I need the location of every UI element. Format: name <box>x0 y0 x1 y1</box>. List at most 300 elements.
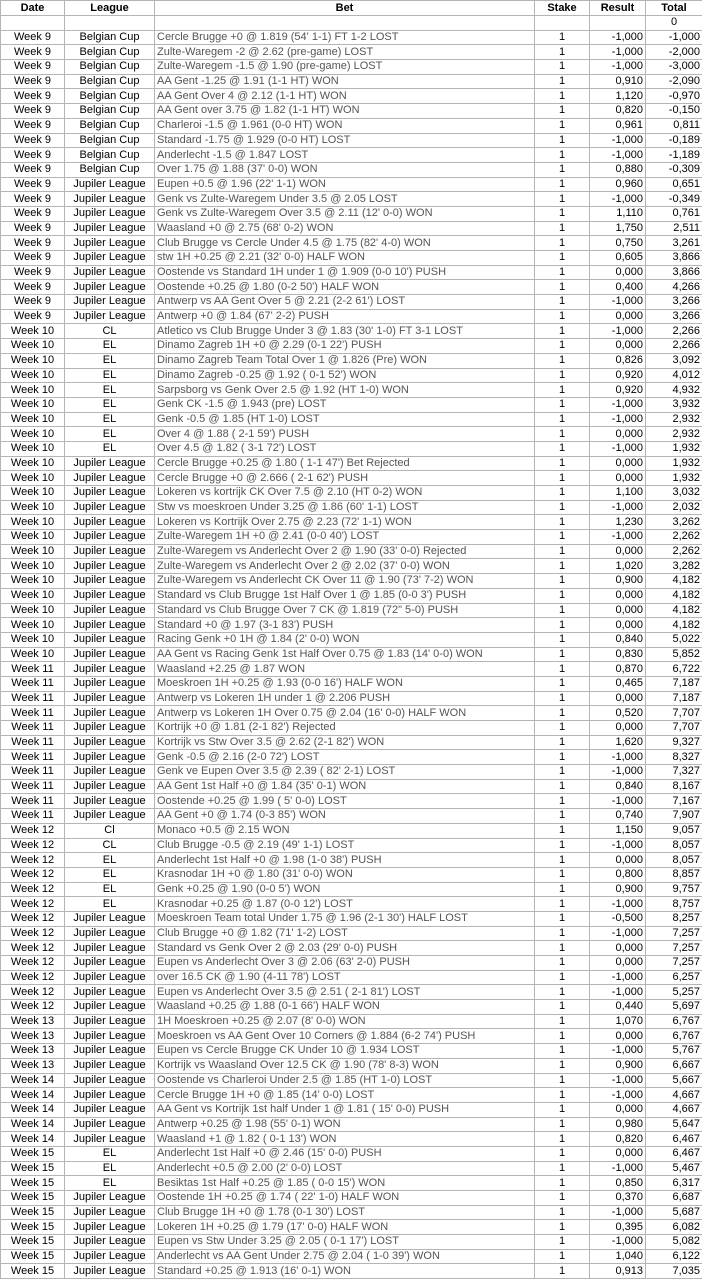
league-cell: Jupiler League <box>65 544 155 559</box>
date-cell: Week 15 <box>1 1146 65 1161</box>
date-cell: Week 10 <box>1 368 65 383</box>
date-cell: Week 15 <box>1 1264 65 1279</box>
league-cell: Jupiler League <box>65 309 155 324</box>
total-cell: 5,257 <box>646 985 702 1000</box>
total-cell: 5,697 <box>646 1000 702 1015</box>
league-cell: Belgian Cup <box>65 30 155 45</box>
league-cell: Jupiler League <box>65 559 155 574</box>
result-cell: -1,000 <box>590 295 646 310</box>
result-cell: -1,000 <box>590 133 646 148</box>
result-cell: 0,000 <box>590 456 646 471</box>
result-cell: -1,000 <box>590 30 646 45</box>
result-cell: -1,000 <box>590 192 646 207</box>
date-cell: Week 9 <box>1 206 65 221</box>
result-cell: -1,000 <box>590 397 646 412</box>
result-cell: 0,000 <box>590 427 646 442</box>
result-cell: 0,000 <box>590 588 646 603</box>
result-cell: 0,740 <box>590 809 646 824</box>
date-cell: Week 15 <box>1 1176 65 1191</box>
league-cell: Jupiler League <box>65 1132 155 1147</box>
stake-cell: 1 <box>535 779 590 794</box>
stake-cell: 1 <box>535 750 590 765</box>
stake-cell: 1 <box>535 1235 590 1250</box>
table-row <box>1 853 702 868</box>
date-cell: Week 9 <box>1 45 65 60</box>
initial-total: 0 <box>646 16 702 31</box>
bet-cell: Eupen vs Cercle Brugge CK Under 10 @ 1.934 LOST <box>155 1044 535 1059</box>
league-cell: Jupiler League <box>65 956 155 971</box>
table-row <box>1 236 702 251</box>
total-cell: 7,707 <box>646 721 702 736</box>
stake-cell: 1 <box>535 515 590 530</box>
result-cell: 0,800 <box>590 867 646 882</box>
result-cell: 0,605 <box>590 251 646 266</box>
table-row <box>1 559 702 574</box>
stake-cell: 1 <box>535 676 590 691</box>
stake-cell: 1 <box>535 588 590 603</box>
table-row <box>1 911 702 926</box>
result-cell: -1,000 <box>590 441 646 456</box>
date-cell: Week 9 <box>1 30 65 45</box>
table-row <box>1 206 702 221</box>
date-cell: Week 15 <box>1 1161 65 1176</box>
result-cell: 1,070 <box>590 1014 646 1029</box>
total-cell: 7,907 <box>646 809 702 824</box>
bet-cell: Cercle Brugge +0.25 @ 1.80 ( 1-1 47') Bet Rejected <box>155 456 535 471</box>
table-row <box>1 1014 702 1029</box>
date-cell: Week 12 <box>1 985 65 1000</box>
bet-cell: AA Gent Over 4 @ 2.12 (1-1 HT) WON <box>155 89 535 104</box>
bet-cell: Zulte-Waregem vs Anderlecht Over 2 @ 2.02 (37' 0-0) WON <box>155 559 535 574</box>
league-cell: Jupiler League <box>65 721 155 736</box>
total-cell: 6,122 <box>646 1249 702 1264</box>
stake-cell: 1 <box>535 162 590 177</box>
league-cell: Jupiler League <box>65 603 155 618</box>
stake-cell: 1 <box>535 1044 590 1059</box>
stake-cell: 1 <box>535 30 590 45</box>
bet-cell: 1H Moeskroen +0.25 @ 2.07 (8' 0-0) WON <box>155 1014 535 1029</box>
result-cell: 0,900 <box>590 882 646 897</box>
league-cell: Jupiler League <box>65 1014 155 1029</box>
stake-cell: 1 <box>535 500 590 515</box>
bet-cell: Anderlecht +0.5 @ 2.00 (2' 0-0) LOST <box>155 1161 535 1176</box>
table-row <box>1 662 702 677</box>
result-cell: -1,000 <box>590 970 646 985</box>
result-cell: 0,870 <box>590 662 646 677</box>
bet-cell: Oostende vs Standard 1H under 1 @ 1.909 (0-0 10') PUSH <box>155 265 535 280</box>
table-row <box>1 177 702 192</box>
result-cell: 0,920 <box>590 368 646 383</box>
total-cell: 4,182 <box>646 618 702 633</box>
league-cell: Jupiler League <box>65 1191 155 1206</box>
bet-cell: Anderlecht vs AA Gent Under 2.75 @ 2.04 ( 1-0 39') WON <box>155 1249 535 1264</box>
table-row <box>1 882 702 897</box>
table-row <box>1 765 702 780</box>
total-cell: 9,057 <box>646 823 702 838</box>
league-cell: Belgian Cup <box>65 45 155 60</box>
table-row <box>1 471 702 486</box>
bet-cell: Waasland +2.25 @ 1.87 WON <box>155 662 535 677</box>
date-cell: Week 12 <box>1 941 65 956</box>
stake-cell: 1 <box>535 1132 590 1147</box>
total-cell: 3,261 <box>646 236 702 251</box>
date-cell: Week 9 <box>1 60 65 75</box>
table-row <box>1 427 702 442</box>
league-cell: Jupiler League <box>65 647 155 662</box>
table-row <box>1 89 702 104</box>
table-row <box>1 397 702 412</box>
result-cell: 0,826 <box>590 353 646 368</box>
result-cell: -1,000 <box>590 1088 646 1103</box>
table-row <box>1 691 702 706</box>
table-row <box>1 1264 702 1279</box>
league-cell: Jupiler League <box>65 471 155 486</box>
bet-cell: Anderlecht 1st Half +0 @ 2.46 (15' 0-0) PUSH <box>155 1146 535 1161</box>
result-cell: 0,980 <box>590 1117 646 1132</box>
table-row <box>1 118 702 133</box>
stake-cell: 1 <box>535 265 590 280</box>
date-cell: Week 9 <box>1 148 65 163</box>
total-cell: 6,767 <box>646 1014 702 1029</box>
table-row <box>1 309 702 324</box>
league-cell: EL <box>65 897 155 912</box>
table-row <box>1 441 702 456</box>
bet-cell: Cercle Brugge +0 @ 1.819 (54' 1-1) FT 1-2 LOST <box>155 30 535 45</box>
date-cell: Week 15 <box>1 1249 65 1264</box>
league-cell: Jupiler League <box>65 970 155 985</box>
table-row <box>1 486 702 501</box>
table-row <box>1 339 702 354</box>
league-cell: EL <box>65 1146 155 1161</box>
bet-cell: Standard vs Club Brugge Over 7 CK @ 1.819 (72" 5-0) PUSH <box>155 603 535 618</box>
stake-cell: 1 <box>535 985 590 1000</box>
total-cell: 7,167 <box>646 794 702 809</box>
result-cell: -1,000 <box>590 1044 646 1059</box>
total-cell: -0,150 <box>646 104 702 119</box>
table-row <box>1 500 702 515</box>
result-cell: 0,000 <box>590 603 646 618</box>
date-cell: Week 11 <box>1 735 65 750</box>
date-cell: Week 12 <box>1 823 65 838</box>
result-cell: 0,750 <box>590 236 646 251</box>
stake-cell: 1 <box>535 74 590 89</box>
bet-cell: Charleroi -1.5 @ 1.961 (0-0 HT) WON <box>155 118 535 133</box>
date-cell: Week 10 <box>1 618 65 633</box>
league-cell: Jupiler League <box>65 265 155 280</box>
result-cell: 0,880 <box>590 162 646 177</box>
total-cell: -0,189 <box>646 133 702 148</box>
bet-cell: Standard vs Genk Over 2 @ 2.03 (29' 0-0) PUSH <box>155 941 535 956</box>
league-cell: Jupiler League <box>65 192 155 207</box>
date-cell: Week 10 <box>1 530 65 545</box>
date-cell: Week 11 <box>1 765 65 780</box>
total-cell: -0,309 <box>646 162 702 177</box>
bet-cell: Stw vs moeskroen Under 3.25 @ 1.86 (60' 1-1) LOST <box>155 500 535 515</box>
league-cell: EL <box>65 1161 155 1176</box>
date-cell: Week 10 <box>1 588 65 603</box>
total-cell: 6,317 <box>646 1176 702 1191</box>
result-cell: 0,000 <box>590 618 646 633</box>
date-cell: Week 9 <box>1 295 65 310</box>
total-cell: 3,866 <box>646 265 702 280</box>
table-row <box>1 353 702 368</box>
result-cell: 0,900 <box>590 1058 646 1073</box>
stake-cell: 1 <box>535 1264 590 1279</box>
league-cell: Jupiler League <box>65 456 155 471</box>
table-row <box>1 1176 702 1191</box>
result-cell: -1,000 <box>590 60 646 75</box>
league-cell: Jupiler League <box>65 515 155 530</box>
date-cell: Week 10 <box>1 427 65 442</box>
league-cell: Jupiler League <box>65 1058 155 1073</box>
total-cell: 7,327 <box>646 765 702 780</box>
date-cell: Week 14 <box>1 1088 65 1103</box>
col-header-stake: Stake <box>535 1 590 16</box>
league-cell: Jupiler League <box>65 1205 155 1220</box>
total-cell: 3,266 <box>646 309 702 324</box>
bet-cell: Antwerp vs Lokeren 1H under 1 @ 2.206 PUSH <box>155 691 535 706</box>
date-cell: Week 10 <box>1 456 65 471</box>
table-row <box>1 676 702 691</box>
total-cell: 2,262 <box>646 544 702 559</box>
result-cell: 0,000 <box>590 691 646 706</box>
stake-cell: 1 <box>535 1205 590 1220</box>
table-row <box>1 30 702 45</box>
league-cell: CL <box>65 838 155 853</box>
table-row <box>1 618 702 633</box>
table-row <box>1 970 702 985</box>
bet-cell: Eupen vs Anderlecht Over 3 @ 2.06 (63' 2-0) PUSH <box>155 956 535 971</box>
date-cell: Week 9 <box>1 251 65 266</box>
stake-cell: 1 <box>535 926 590 941</box>
stake-cell: 1 <box>535 823 590 838</box>
table-row <box>1 1146 702 1161</box>
date-cell: Week 12 <box>1 911 65 926</box>
league-cell: Jupiler League <box>65 926 155 941</box>
stake-cell: 1 <box>535 559 590 574</box>
league-cell: Jupiler League <box>65 911 155 926</box>
date-cell: Week 12 <box>1 882 65 897</box>
stake-cell: 1 <box>535 647 590 662</box>
total-cell: 7,257 <box>646 956 702 971</box>
stake-cell: 1 <box>535 133 590 148</box>
league-cell: Belgian Cup <box>65 162 155 177</box>
date-cell: Week 15 <box>1 1235 65 1250</box>
result-cell: -1,000 <box>590 897 646 912</box>
total-cell: 7,707 <box>646 706 702 721</box>
league-cell: Jupiler League <box>65 1044 155 1059</box>
total-cell: 3,866 <box>646 251 702 266</box>
bet-cell: AA Gent over 3.75 @ 1.82 (1-1 HT) WON <box>155 104 535 119</box>
result-cell: 0,000 <box>590 1146 646 1161</box>
table-row <box>1 74 702 89</box>
bet-cell: Standard +0.25 @ 1.913 (16' 0-1) WON <box>155 1264 535 1279</box>
result-cell: 0,820 <box>590 104 646 119</box>
bet-cell: Sarpsborg vs Genk Over 2.5 @ 1.92 (HT 1-0) WON <box>155 383 535 398</box>
total-cell: 1,932 <box>646 471 702 486</box>
table-row <box>1 1058 702 1073</box>
header-row <box>1 1 702 16</box>
table-row <box>1 45 702 60</box>
stake-cell: 1 <box>535 1029 590 1044</box>
total-cell: 9,327 <box>646 735 702 750</box>
bet-cell: Antwerp vs AA Gent Over 5 @ 2.21 (2-2 61') LOST <box>155 295 535 310</box>
league-cell: Jupiler League <box>65 236 155 251</box>
table-row <box>1 295 702 310</box>
total-cell: 5,022 <box>646 632 702 647</box>
total-cell: 6,687 <box>646 1191 702 1206</box>
date-cell: Week 11 <box>1 779 65 794</box>
total-cell: 1,932 <box>646 441 702 456</box>
total-cell: 6,467 <box>646 1132 702 1147</box>
date-cell: Week 12 <box>1 897 65 912</box>
total-cell: -0,970 <box>646 89 702 104</box>
stake-cell: 1 <box>535 1220 590 1235</box>
initial-row <box>1 16 702 31</box>
bet-cell: Krasnodar 1H +0 @ 1.80 (31' 0-0) WON <box>155 867 535 882</box>
result-cell: -1,000 <box>590 794 646 809</box>
col-header-league: League <box>65 1 155 16</box>
table-row <box>1 192 702 207</box>
date-cell: Week 15 <box>1 1205 65 1220</box>
stake-cell: 1 <box>535 706 590 721</box>
total-cell: 6,722 <box>646 662 702 677</box>
total-cell: 5,852 <box>646 647 702 662</box>
stake-cell: 1 <box>535 574 590 589</box>
result-cell: 0,000 <box>590 941 646 956</box>
table-row <box>1 221 702 236</box>
total-cell: 5,767 <box>646 1044 702 1059</box>
bet-cell: Cercle Brugge 1H +0 @ 1.85 (14' 0-0) LOST <box>155 1088 535 1103</box>
league-cell: Jupiler League <box>65 530 155 545</box>
date-cell: Week 11 <box>1 676 65 691</box>
bet-cell: Zulte-Waregem vs Anderlecht Over 2 @ 1.90 (33' 0-0) Rejected <box>155 544 535 559</box>
stake-cell: 1 <box>535 118 590 133</box>
table-row <box>1 985 702 1000</box>
result-cell: -1,000 <box>590 45 646 60</box>
stake-cell: 1 <box>535 148 590 163</box>
stake-cell: 1 <box>535 867 590 882</box>
stake-cell: 1 <box>535 309 590 324</box>
bet-cell: Racing Genk +0 1H @ 1.84 (2' 0-0) WON <box>155 632 535 647</box>
date-cell: Week 11 <box>1 794 65 809</box>
stake-cell: 1 <box>535 368 590 383</box>
bet-cell: Over 4.5 @ 1.82 ( 3-1 72') LOST <box>155 441 535 456</box>
result-cell: -0,500 <box>590 911 646 926</box>
total-cell: 6,257 <box>646 970 702 985</box>
stake-cell: 1 <box>535 882 590 897</box>
table-row <box>1 838 702 853</box>
bet-cell: Genk ve Eupen Over 3.5 @ 2.39 ( 82' 2-1) LOST <box>155 765 535 780</box>
league-cell: Jupiler League <box>65 177 155 192</box>
league-cell: Jupiler League <box>65 1088 155 1103</box>
result-cell: -1,000 <box>590 1205 646 1220</box>
bet-cell: Genk vs Zulte-Waregem Over 3.5 @ 2.11 (12' 0-0) WON <box>155 206 535 221</box>
league-cell: Jupiler League <box>65 691 155 706</box>
stake-cell: 1 <box>535 544 590 559</box>
stake-cell: 1 <box>535 192 590 207</box>
date-cell: Week 9 <box>1 89 65 104</box>
result-cell: 0,000 <box>590 1029 646 1044</box>
total-cell: -3,000 <box>646 60 702 75</box>
stake-cell: 1 <box>535 45 590 60</box>
total-cell: 4,012 <box>646 368 702 383</box>
total-cell: 2,511 <box>646 221 702 236</box>
result-cell: 1,110 <box>590 206 646 221</box>
bet-cell: Kortrijk +0 @ 1.81 (2-1 82') Rejected <box>155 721 535 736</box>
bet-cell: Standard vs Club Brugge 1st Half Over 1 @ 1.85 (0-0 3') PUSH <box>155 588 535 603</box>
league-cell: Jupiler League <box>65 588 155 603</box>
stake-cell: 1 <box>535 339 590 354</box>
bet-cell: Over 4 @ 1.88 ( 2-1 59') PUSH <box>155 427 535 442</box>
total-cell: 2,032 <box>646 500 702 515</box>
stake-cell: 1 <box>535 970 590 985</box>
total-cell: 8,167 <box>646 779 702 794</box>
stake-cell: 1 <box>535 1161 590 1176</box>
table-row <box>1 956 702 971</box>
result-cell: 0,000 <box>590 721 646 736</box>
league-cell: Jupiler League <box>65 1029 155 1044</box>
result-cell: 0,400 <box>590 280 646 295</box>
result-cell: 0,961 <box>590 118 646 133</box>
league-cell: Jupiler League <box>65 1102 155 1117</box>
date-cell: Week 14 <box>1 1073 65 1088</box>
table-row <box>1 104 702 119</box>
total-cell: 3,266 <box>646 295 702 310</box>
stake-cell: 1 <box>535 603 590 618</box>
bet-cell: Moeskroen vs AA Gent Over 10 Corners @ 1.884 (6-2 74') PUSH <box>155 1029 535 1044</box>
result-cell: -1,000 <box>590 750 646 765</box>
stake-cell: 1 <box>535 1073 590 1088</box>
league-cell: Belgian Cup <box>65 148 155 163</box>
table-row <box>1 324 702 339</box>
bet-cell: Over 1.75 @ 1.88 (37' 0-0) WON <box>155 162 535 177</box>
result-cell: 0,840 <box>590 632 646 647</box>
stake-cell: 1 <box>535 911 590 926</box>
stake-cell: 1 <box>535 251 590 266</box>
stake-cell: 1 <box>535 177 590 192</box>
table-row <box>1 1102 702 1117</box>
stake-cell: 1 <box>535 412 590 427</box>
result-cell: 0,000 <box>590 339 646 354</box>
table-row <box>1 280 702 295</box>
table-row <box>1 647 702 662</box>
league-cell: Jupiler League <box>65 618 155 633</box>
result-cell: 0,840 <box>590 779 646 794</box>
date-cell: Week 10 <box>1 500 65 515</box>
bet-cell: AA Gent vs Racing Genk 1st Half Over 0.75 @ 1.83 (14' 0-0) WON <box>155 647 535 662</box>
stake-cell: 1 <box>535 397 590 412</box>
bet-cell: Eupen vs Anderlecht Over 3.5 @ 2.51 ( 2-1 81') LOST <box>155 985 535 1000</box>
table-row <box>1 1249 702 1264</box>
bet-cell: Anderlecht 1st Half +0 @ 1.98 (1-0 38') PUSH <box>155 853 535 868</box>
league-cell: EL <box>65 353 155 368</box>
stake-cell: 1 <box>535 1117 590 1132</box>
table-row <box>1 412 702 427</box>
table-row <box>1 1205 702 1220</box>
total-cell: 5,667 <box>646 1073 702 1088</box>
total-cell: 4,182 <box>646 574 702 589</box>
table-row <box>1 1220 702 1235</box>
stake-cell: 1 <box>535 618 590 633</box>
date-cell: Week 10 <box>1 397 65 412</box>
league-cell: Jupiler League <box>65 206 155 221</box>
bet-cell: Lokeren vs kortrijk CK Over 7.5 @ 2.10 (HT 0-2) WON <box>155 486 535 501</box>
bet-cell: Antwerp +0 @ 1.84 (67' 2-2) PUSH <box>155 309 535 324</box>
stake-cell: 1 <box>535 721 590 736</box>
league-cell: Belgian Cup <box>65 133 155 148</box>
table-row <box>1 368 702 383</box>
